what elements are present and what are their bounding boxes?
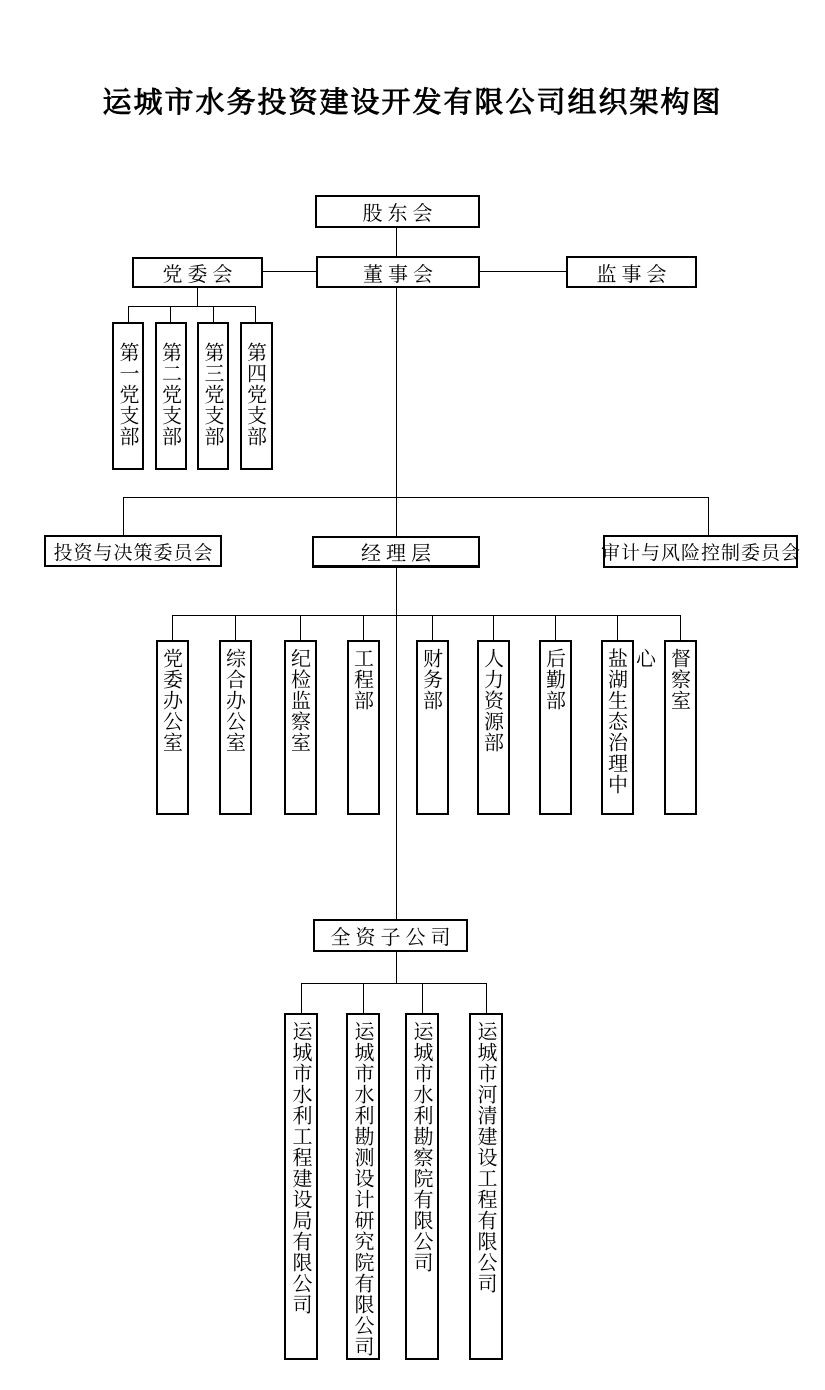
connector-subsidiaries-bus [301, 983, 486, 984]
connector-board-management [396, 288, 397, 536]
connector-drop [363, 615, 364, 640]
node-subsidiary-3: 运城市水利勘察院有限公司 [405, 1013, 439, 1360]
connector-drop [486, 983, 487, 1013]
connector-drop [617, 615, 618, 640]
node-party-branch-4: 第四党支部 [240, 322, 273, 470]
node-dept-party-office: 党委办公室 [156, 640, 189, 815]
node-dept-logistics: 后勤部 [539, 640, 572, 815]
connector-drop [555, 615, 556, 640]
connector-drop [300, 615, 301, 640]
node-party-branch-2: 第二党支部 [155, 322, 187, 470]
node-dept-engineering: 工程部 [347, 640, 380, 815]
node-subsidiary-2: 运城市水利勘测设计研究院有限公司 [346, 1013, 380, 1360]
node-dept-discipline-inspection: 纪检监察室 [284, 640, 317, 815]
node-subsidiaries-label: 全资子公司 [313, 919, 468, 952]
connector-party-stem [197, 288, 198, 306]
connector-party-board [263, 271, 316, 272]
page-title: 运城市水务投资建设开发有限公司组织架构图 [102, 85, 723, 119]
connector-drop [235, 615, 236, 640]
connector-drop [422, 983, 423, 1013]
connector-drop [301, 983, 302, 1013]
node-dept-finance: 财务部 [416, 640, 449, 815]
node-investment-committee: 投资与决策委员会 [44, 535, 222, 567]
connector-drop [680, 615, 681, 640]
node-management: 经理层 [312, 536, 480, 568]
node-dept-supervision-office: 督察室 [664, 640, 697, 815]
node-subsidiary-1: 运城市水利工程建设局有限公司 [284, 1013, 318, 1360]
connector-drop [255, 306, 256, 322]
connector-drop [123, 497, 124, 535]
connector-shareholders-board [396, 228, 397, 256]
connector-drop [170, 306, 171, 322]
connector-drop [432, 615, 433, 640]
node-supervisory-board: 监事会 [566, 256, 697, 288]
connector-drop [213, 306, 214, 322]
connector-drop [172, 615, 173, 640]
node-party-branch-1: 第一党支部 [112, 322, 144, 470]
node-shareholders: 股东会 [315, 195, 480, 228]
connector-departments-bus [172, 615, 680, 616]
connector-drop [363, 983, 364, 1013]
node-dept-general-office: 综合办公室 [219, 640, 252, 815]
connector-subsidiaries-stem [396, 952, 397, 983]
connector-branches-bus [128, 306, 256, 307]
connector-management-subsidiaries [396, 568, 397, 919]
connector-drop [708, 497, 709, 535]
connector-drop [128, 306, 129, 322]
connector-committees-bus [123, 497, 708, 498]
node-dept-human-resources: 人力资源部 [477, 640, 510, 815]
node-dept-salt-lake-center: 盐湖生态治理中心 [601, 640, 634, 815]
connector-drop [493, 615, 494, 640]
node-audit-committee: 审计与风险控制委员会 [603, 535, 798, 568]
node-party-committee: 党委会 [132, 257, 263, 288]
node-subsidiary-4: 运城市河清建设工程有限公司 [469, 1013, 503, 1360]
node-board: 董事会 [316, 256, 480, 288]
connector-board-supervisory [480, 271, 566, 272]
node-party-branch-3: 第三党支部 [197, 322, 229, 470]
